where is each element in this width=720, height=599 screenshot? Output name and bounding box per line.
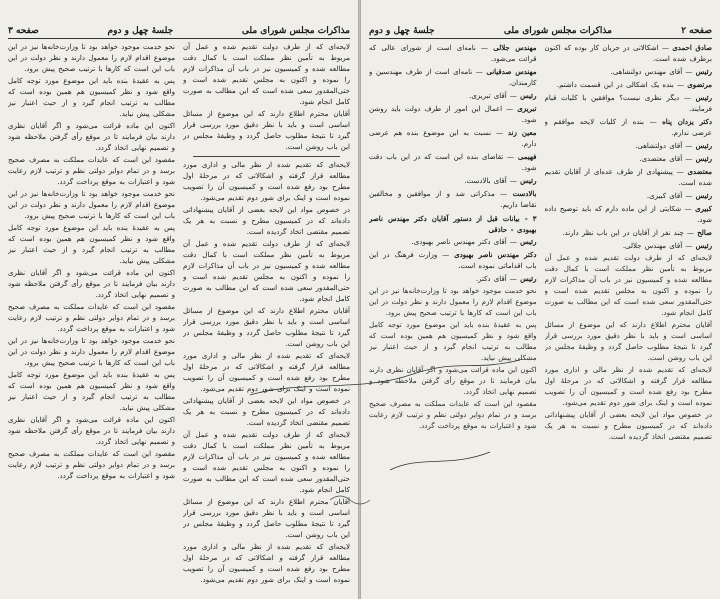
right-page-column-right (545, 42, 713, 593)
paragraph: مقصود این است که عایدات مملکت به مصرف صحیح برسد و در تمام دوایر دولتی نظم و ترتیب لازم رعایت شود و اعتبارات به موقع پرداخت گردد. (8, 156, 175, 186)
paragraph: مقصود این است که عایدات مملکت به مصرف صحیح برسد و در تمام دوایر دولتی نظم و ترتیب لازم رعایت شود و اعتبارات به موقع پرداخت گردد. (369, 400, 537, 430)
paragraph: آقایان محترم اطلاع دارند که این موضوع از مسائل اساسی است و باید با نظر دقیق مورد بررسی قرار گیرد تا نتیجهٔ مطلوب حاصل گردد و وظیفهٔ مجلس در این باب روشن است. (183, 110, 350, 151)
paragraph: مقصود این است که عایدات مملکت به مصرف صحیح برسد و در تمام دوایر دولتی نظم و ترتیب لازم رعایت شود و اعتبارات به موقع پرداخت گردد. (8, 303, 175, 333)
speaker-name: رئیس (695, 93, 712, 102)
right-page-session: جلسهٔ چهل و دوم (369, 26, 435, 36)
speech-entry: رئیس — آقای دولتشاهی. (635, 141, 712, 150)
speech-entry: بالادست — مذکراتی شد و از موافقین و مخالفین تقاضا داریم. (369, 189, 537, 209)
speech-text: آقای معتضدی. (639, 155, 683, 163)
paragraph: لایحه‌ای که تقدیم شده از نظر مالی و اداری مورد مطالعه قرار گرفته و اشکالاتی که در مرحلهٔ اول مطرح بود رفع شده است و کمیسیون آن را تصویب نموده است و اینک برای شور دوم تقدیم می‌شود. (544, 366, 712, 407)
paragraph: مقصود این است که عایدات مملکت به مصرف صحیح برسد و در تمام دوایر دولتی نظم و ترتیب لازم رعایت شود و اعتبارات به موقع پرداخت گردد. (8, 450, 175, 480)
section-heading: ۳ - بیانات قبل از دستور آقایان دکتر مهندس ناصر بهبودی - حاذقی (369, 214, 537, 234)
speech-entry: مهندس جلالی — نامه‌ای است از شورای عالی که قرائت می‌شود. (369, 43, 537, 63)
paragraph: نحو خدمت موجود خواهد بود تا وزارت‌خانه‌ها نیز در این موضوع اقدام لازم را معمول دارند و نظر دولت در این باب این است که کارها با ترتیب صحیح پیش برود. (369, 287, 537, 317)
speaker-name: رئیس (695, 241, 712, 250)
speech-entry: رئیس — آقای بالادست. (464, 176, 537, 185)
speech-entry: رئیس — آقای دکتر. (475, 274, 537, 283)
speaker-name: معتضدی (687, 167, 712, 176)
divider (193, 156, 340, 157)
speech-text: آقای مهندس دولتشاهی. (610, 68, 683, 76)
speech-text: بنده یک اشکالی در این قسمت داشتم. (556, 81, 674, 89)
speech-text: وزارت فرهنگ در این باب اقداماتی نموده است. (369, 251, 537, 270)
speech-entry: کبیری — شکایتی از این ماده دارم که باید توضیح داده شود. (544, 204, 712, 224)
speaker-name: مهندس جلالی (493, 43, 537, 52)
speaker-name: رئیس (520, 274, 537, 283)
right-page-title: مذاکرات مجلس شورای ملی (503, 26, 612, 36)
speech-text: نامه‌ای است از طرف مهندسین و کارمندان. (369, 68, 537, 87)
paragraph: آقایان محترم اطلاع دارند که این موضوع از مسائل اساسی است و باید با نظر دقیق مورد بررسی قرار گیرد تا نتیجهٔ مطلوب حاصل گردد و وظیفهٔ مجلس در این باب روشن است. (183, 498, 350, 539)
paragraph: پس به عقیدهٔ بنده باید این موضوع مورد توجه کامل واقع شود و نظر کمیسیون هم همین بوده است که مطالب به ترتیب انجام گیرد و از حیث اعتبار نیز مشکلی پیش نیاید. (8, 77, 175, 118)
paragraph: پس به عقیدهٔ بنده باید این موضوع مورد توجه کامل واقع شود و نظر کمیسیون هم همین بوده است که مطالب به ترتیب انجام گیرد و از حیث اعتبار نیز مشکلی پیش نیاید. (8, 371, 175, 412)
speech-entry: مرتضوی — بنده یک اشکالی در این قسمت داشتم. (556, 80, 712, 89)
speech-entry: تبریزی — اعمال این امور از طرف دولت باید روشن شود. (369, 104, 537, 124)
right-page-columns (369, 42, 712, 593)
speech-entry: رئیس — آقای مهندس جلالی. (622, 241, 712, 250)
speaker-name: رئیس (695, 141, 712, 150)
speech-entry: رئیس — آقای معتضدی. (639, 154, 712, 163)
paragraph: اکنون این ماده قرائت می‌شود و اگر آقایان نظری دارند بیان فرمایند تا در موقع رأی گرفتن ملاحظه شود و تصمیم نهایی اتخاذ گردد. (369, 366, 537, 396)
speech-entry: رئیس — آقای کبیری. (646, 191, 712, 200)
speaker-name: تبریزی (517, 104, 537, 113)
paragraph: آقایان محترم اطلاع دارند که این موضوع از مسائل اساسی است و باید با نظر دقیق مورد بررسی قرار گیرد تا نتیجهٔ مطلوب حاصل گردد و وظیفهٔ مجلس در این باب روشن است. (544, 321, 712, 362)
paragraph: لایحه‌ای که از طرف دولت تقدیم شده و عمل آن مربوط به تأمین نظر مملکت است با کمال دقت مطالعه شده و کمیسیون نیز در باب آن مذاکرات لازم را نموده و اکنون به مجلس تقدیم شده است و حتی‌المقدور سعی شده است که این مطالب به صورت کامل انجام شود. (544, 254, 712, 317)
speech-entry: رئیس — آقای دکتر مهندس ناصر بهبودی. (411, 237, 537, 246)
right-page (361, 0, 720, 599)
speech-text: آقای دکتر. (475, 275, 507, 283)
speaker-name: فهیمی (517, 152, 537, 161)
speaker-name: رئیس (695, 154, 712, 163)
speaker-name: دکتر یزدان پناه (662, 117, 712, 126)
right-page-column-left (369, 42, 537, 593)
speaker-name: رئیس (695, 67, 712, 76)
left-page-number: صفحه ۳ (8, 26, 39, 36)
paragraph: نحو خدمت موجود خواهد بود تا وزارت‌خانه‌ها نیز در این موضوع اقدام لازم را معمول دارند و نظر دولت در این باب این است که کارها با ترتیب صحیح پیش برود. (8, 337, 175, 367)
speech-text: آقای کبیری. (646, 192, 683, 200)
speech-text: نسبت به این موضوع بنده هم عرضی دارم. (369, 129, 537, 148)
speech-entry: مهندس صدقیانی — نامه‌ای است از طرف مهندسین و کارمندان. (369, 67, 537, 87)
paragraph: لایحه‌ای که از طرف دولت تقدیم شده و عمل آن مربوط به تأمین نظر مملکت است با کمال دقت مطالعه شده و کمیسیون نیز در باب آن مذاکرات لازم را نموده و اکنون به مجلس تقدیم شده است و حتی‌المقدور سعی شده است که این مطالب به صورت کامل انجام شود. (183, 431, 350, 494)
speech-text: بنده از کلیات لایحه موافقم و عرضی ندارم. (544, 118, 712, 137)
paragraph: نحو خدمت موجود خواهد بود تا وزارت‌خانه‌ها نیز در این موضوع اقدام لازم را معمول دارند و نظر دولت در این باب این است که کارها با ترتیب صحیح پیش برود. (8, 190, 175, 220)
paragraph: اکنون این ماده قرائت می‌شود و اگر آقایان نظری دارند بیان فرمایند تا در موقع رأی گرفتن ملاحظه شود و تصمیم نهایی اتخاذ گردد. (8, 269, 175, 299)
speech-text: آقای دولتشاهی. (635, 142, 683, 150)
speech-text: آقای بالادست. (464, 177, 507, 185)
right-page-number: صفحه ۲ (681, 26, 712, 36)
speaker-name: مرتضوی (687, 80, 712, 89)
paragraph: پس به عقیدهٔ بنده باید این موضوع مورد توجه کامل واقع شود و نظر کمیسیون هم همین بوده است که مطالب به ترتیب انجام گیرد و از حیث اعتبار نیز مشکلی پیش نیاید. (8, 224, 175, 265)
speech-text: اشکالاتی در جریان کار بوده که اکنون برطرف شده است. (544, 44, 712, 63)
speech-text: آقای مهندس جلالی. (622, 242, 683, 250)
speaker-name: رئیس (695, 191, 712, 200)
paragraph: اکنون این ماده قرائت می‌شود و اگر آقایان نظری دارند بیان فرمایند تا در موقع رأی گرفتن ملاحظه شود و تصمیم نهایی اتخاذ گردد. (8, 122, 175, 152)
left-page-columns (8, 42, 350, 593)
left-page-session: جلسهٔ چهل و دوم (107, 26, 174, 36)
speech-text: اعمال این امور از طرف دولت باید روشن شود. (369, 105, 537, 124)
speech-entry: رئیس — دیگر نظری نیست؟ موافقین با کلیات قیام فرمایند. (544, 93, 712, 113)
paragraph: لایحه‌ای که تقدیم شده از نظر مالی و اداری مورد مطالعه قرار گرفته و اشکالاتی که در مرحلهٔ اول مطرح بود رفع شده است و کمیسیون آن را تصویب نموده است و اینک برای شور دوم تقدیم می‌شود. (183, 543, 350, 584)
speaker-name: صادق احمدی (672, 43, 712, 52)
speech-text: آقای تبریزی. (469, 92, 507, 100)
paragraph: لایحه‌ای که تقدیم شده از نظر مالی و اداری مورد مطالعه قرار گرفته و اشکالاتی که در مرحلهٔ اول مطرح بود رفع شده است و کمیسیون آن را تصویب نموده است و اینک برای شور دوم تقدیم می‌شود. (183, 352, 350, 393)
speaker-name: دکتر مهندس ناصر بهبودی (454, 250, 537, 259)
speech-entry: صالح — چند نفر از آقایان در این باب نظر دارند. (562, 228, 712, 237)
paragraph: لایحه‌ای که از طرف دولت تقدیم شده و عمل آن مربوط به تأمین نظر مملکت است با کمال دقت مطالعه شده و کمیسیون نیز در باب آن مذاکرات لازم را نموده و اکنون به مجلس تقدیم شده است و حتی‌المقدور سعی شده است که این مطالب به صورت کامل انجام شود. (183, 43, 350, 106)
speech-text: نامه‌ای است از شورای عالی که قرائت می‌شود. (369, 44, 537, 63)
speaker-name: صالح (697, 228, 712, 237)
speech-text: آقای دکتر مهندس ناصر بهبودی. (411, 238, 507, 246)
speech-entry: رئیس — آقای تبریزی. (469, 91, 537, 100)
left-page-column-left (8, 42, 175, 593)
speech-entry: دکتر مهندس ناصر بهبودی — وزارت فرهنگ در این باب اقداماتی نموده است. (369, 250, 537, 270)
left-page (0, 0, 359, 599)
paragraph: در خصوص مواد این لایحه بعضی از آقایان پیشنهاداتی داده‌اند که در کمیسیون مطرح و نسبت به هر یک تصمیم مقتضی اتخاذ گردیده است. (544, 411, 712, 441)
left-page-column-right (183, 42, 350, 593)
right-page-header (369, 24, 712, 39)
speech-text: پیشنهادی از طرف عده‌ای از آقایان تقدیم شده است. (544, 168, 712, 187)
speaker-name: معین زند (507, 128, 537, 137)
left-page-title: مذاکرات مجلس شورای ملی (241, 26, 350, 36)
speaker-name: رئیس (520, 176, 537, 185)
speech-text: مذکراتی شد و از موافقین و مخالفین تقاضا داریم. (369, 190, 537, 209)
speech-text: شکایتی از این ماده دارم که باید توضیح داده شود. (544, 205, 712, 224)
left-page-header (8, 24, 350, 39)
paragraph: لایحه‌ای که تقدیم شده از نظر مالی و اداری مورد مطالعه قرار گرفته و اشکالاتی که در مرحلهٔ اول مطرح بود رفع شده است و کمیسیون آن را تصویب نموده است و اینک برای شور دوم تقدیم می‌شود. (183, 161, 350, 202)
paragraph: لایحه‌ای که از طرف دولت تقدیم شده و عمل آن مربوط به تأمین نظر مملکت است با کمال دقت مطالعه شده و کمیسیون نیز در باب آن مذاکرات لازم را نموده و اکنون به مجلس تقدیم شده است و حتی‌المقدور سعی شده است که این مطالب به صورت کامل انجام شود. (183, 240, 350, 303)
speech-entry: دکتر یزدان پناه — بنده از کلیات لایحه موافقم و عرضی ندارم. (544, 117, 712, 137)
paragraph: نحو خدمت موجود خواهد بود تا وزارت‌خانه‌ها نیز در این موضوع اقدام لازم را معمول دارند و نظر دولت در این باب این است که کارها با ترتیب صحیح پیش برود. (8, 43, 175, 73)
speaker-name: بالادست (512, 189, 537, 198)
speech-text: چند نفر از آقایان در این باب نظر دارند. (562, 229, 684, 237)
speaker-name: رئیس (520, 237, 537, 246)
paragraph: در خصوص مواد این لایحه بعضی از آقایان پیشنهاداتی داده‌اند که در کمیسیون مطرح و نسبت به هر یک تصمیم مقتضی اتخاذ گردیده است. (183, 397, 350, 427)
speaker-name: کبیری (695, 204, 712, 213)
speech-entry: فهیمی — تقاضای بنده این است که در این باب دقت شود. (369, 152, 537, 172)
speech-text: تقاضای بنده این است که در این باب دقت شود. (369, 153, 537, 172)
paragraph: اکنون این ماده قرائت می‌شود و اگر آقایان نظری دارند بیان فرمایند تا در موقع رأی گرفتن ملاحظه شود و تصمیم نهایی اتخاذ گردد. (8, 416, 175, 446)
speech-entry: معین زند — نسبت به این موضوع بنده هم عرضی دارم. (369, 128, 537, 148)
speech-entry: صادق احمدی — اشکالاتی در جریان کار بوده که اکنون برطرف شده است. (544, 43, 712, 63)
speech-entry: معتضدی — پیشنهادی از طرف عده‌ای از آقایان تقدیم شده است. (544, 167, 712, 187)
speech-text: دیگر نظری نیست؟ موافقین با کلیات قیام فرمایند. (544, 94, 712, 113)
paragraph: آقایان محترم اطلاع دارند که این موضوع از مسائل اساسی است و باید با نظر دقیق مورد بررسی قرار گیرد تا نتیجهٔ مطلوب حاصل گردد و وظیفهٔ مجلس در این باب روشن است. (183, 307, 350, 348)
paragraph: در خصوص مواد این لایحه بعضی از آقایان پیشنهاداتی داده‌اند که در کمیسیون مطرح و نسبت به هر یک تصمیم مقتضی اتخاذ گردیده است. (183, 206, 350, 236)
speech-entry: رئیس — آقای مهندس دولتشاهی. (610, 67, 712, 76)
speaker-name: رئیس (520, 91, 537, 100)
paragraph: پس به عقیدهٔ بنده باید این موضوع مورد توجه کامل واقع شود و نظر کمیسیون هم همین بوده است که مطالب به ترتیب انجام گیرد و از حیث اعتبار نیز مشکلی پیش نیاید. (369, 321, 537, 362)
speaker-name: مهندس صدقیانی (486, 67, 537, 76)
